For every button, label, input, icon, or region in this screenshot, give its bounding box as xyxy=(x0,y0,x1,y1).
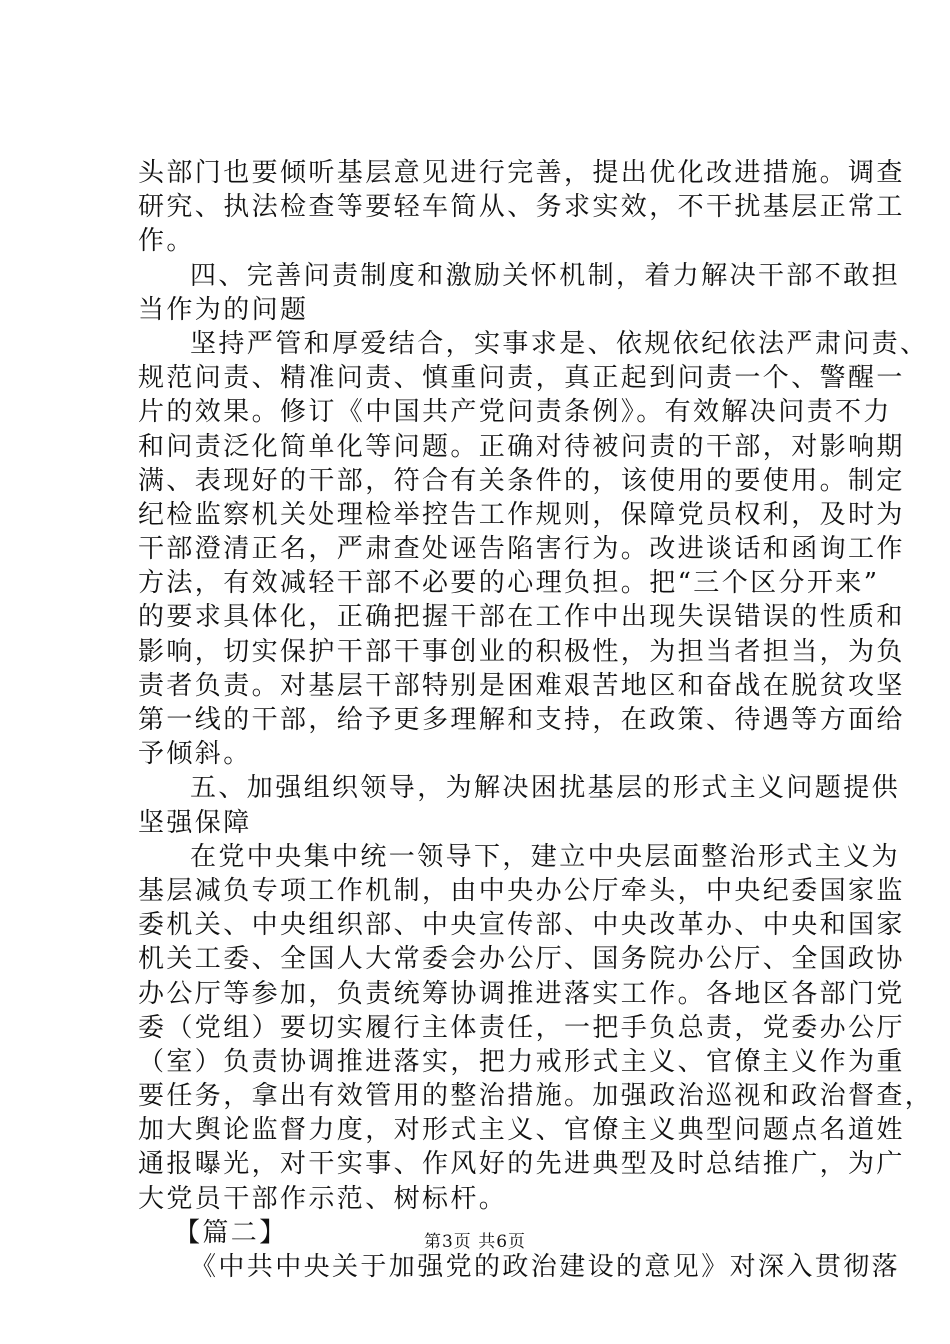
text-line: 当作为的问题 xyxy=(138,294,309,325)
text-line: 方法，有效减轻干部不必要的心理负担。把“三个区分开来” xyxy=(138,568,880,599)
text-line: 责者负责。对基层干部特别是困难艰苦地区和奋战在脱贫攻坚 xyxy=(138,670,905,701)
text-line: 坚持严管和厚爱结合，实事求是、依规依纪依法严肃问责、 xyxy=(190,328,929,359)
text-line: 纪检监察机关处理检举控告工作规则，保障党员权利，及时为 xyxy=(138,499,905,530)
text-line: 研究、执法检查等要轻车简从、务求实效，不干扰基层正常工 xyxy=(138,192,905,223)
page-footer: 第3页 共6页 xyxy=(423,1232,527,1252)
text-line: 规范问责、精准问责、慎重问责，真正起到问责一个、警醒一 xyxy=(138,363,905,394)
text-line: 委（党组）要切实履行主体责任，一把手负总责，党委办公厅 xyxy=(138,1012,905,1043)
text-line: （室）负责协调推进落实，把力戒形式主义、官僚主义作为重 xyxy=(138,1046,905,1077)
text-line: 加大舆论监督力度，对形式主义、官僚主义典型问题点名道姓 xyxy=(138,1115,905,1146)
text-line: 基层减负专项工作机制，由中央办公厅牵头，中央纪委国家监 xyxy=(138,875,905,906)
document-body xyxy=(138,156,934,1284)
text-line: 满、表现好的干部，符合有关条件的，该使用的要使用。制定 xyxy=(138,465,905,496)
text-line: 予倾斜。 xyxy=(138,739,252,770)
text-line: 要任务，拿出有效管用的整治措施。加强政治巡视和政治督查， xyxy=(138,1081,934,1112)
text-line: 影响，切实保护干部干事创业的积极性，为担当者担当，为负 xyxy=(138,636,905,667)
text-line: 大党员干部作示范、树标杆。 xyxy=(138,1183,508,1214)
text-line: 头部门也要倾听基层意见进行完善，提出优化改进措施。调查 xyxy=(138,158,905,188)
text-line: 《中共中央关于加强党的政治建设的意见》对深入贯彻落 xyxy=(190,1252,901,1282)
text-line: 作。 xyxy=(138,226,195,257)
text-line: 坚强保障 xyxy=(138,807,252,838)
text-line: 四、完善问责制度和激励关怀机制，着力解决干部不敢担 xyxy=(190,260,901,291)
text-line: 干部澄清正名，严肃查处诬告陷害行为。改进谈话和函询工作 xyxy=(138,534,905,565)
text-line: 办公厅等参加，负责统筹协调推进落实工作。各地区各部门党 xyxy=(138,978,905,1009)
text-line: 在党中央集中统一领导下，建立中央层面整治形式主义为 xyxy=(190,841,901,872)
text-line: 【篇二】 xyxy=(174,1217,288,1248)
text-line: 五、加强组织领导，为解决困扰基层的形式主义问题提供 xyxy=(190,773,901,804)
text-line: 委机关、中央组织部、中央宣传部、中央改革办、中央和国家 xyxy=(138,910,905,941)
text-line: 第一线的干部，给予更多理解和支持，在政策、待遇等方面给 xyxy=(138,705,905,735)
text-line: 通报曝光，对干实事、作风好的先进典型及时总结推广，为广 xyxy=(138,1149,905,1180)
text-line: 和问责泛化简单化等问题。正确对待被问责的干部，对影响期 xyxy=(138,431,905,462)
text-line: 片的效果。修订《中国共产党问责条例》。有效解决问责不力 xyxy=(138,397,892,428)
text-line: 机关工委、全国人大常委会办公厅、国务院办公厅、全国政协 xyxy=(138,944,905,975)
text-line: 的要求具体化，正确把握干部在工作中出现失误错误的性质和 xyxy=(138,602,905,633)
